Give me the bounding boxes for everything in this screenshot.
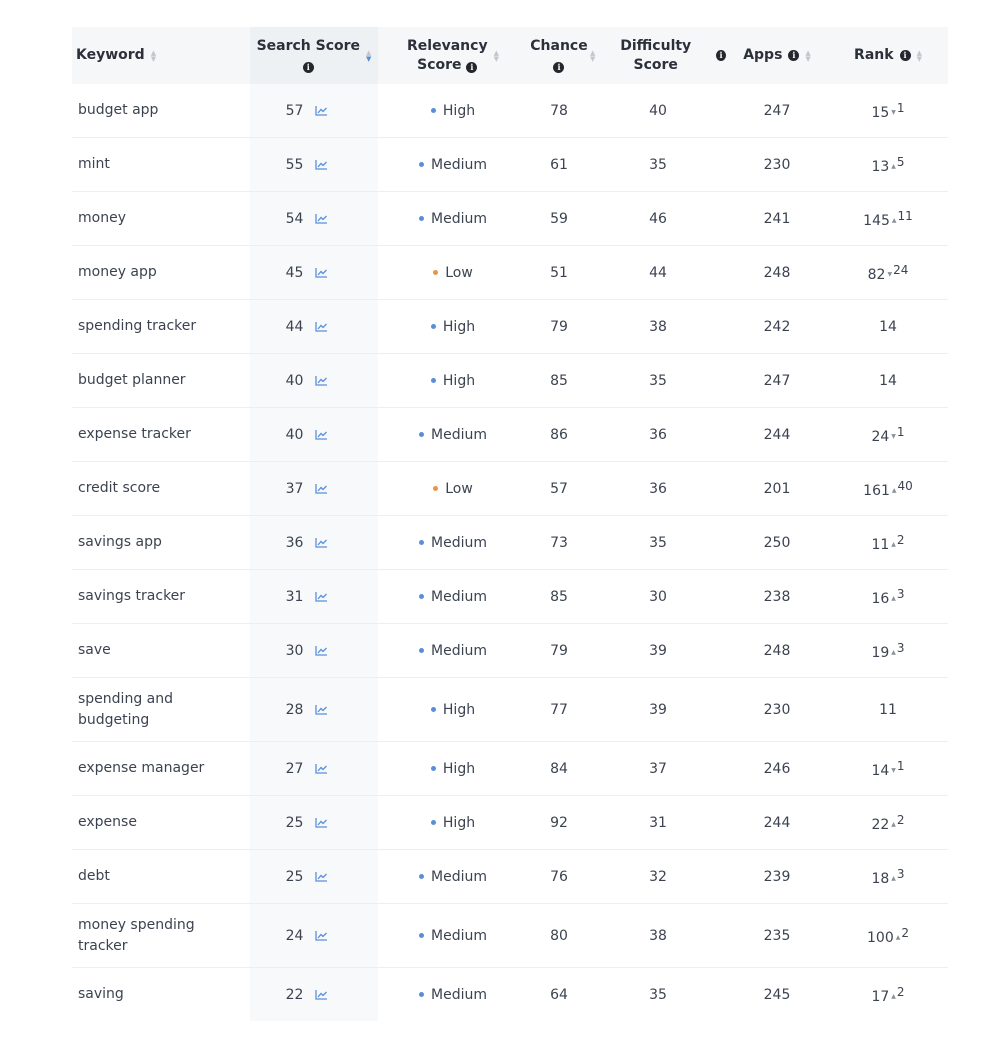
trend-chart-icon[interactable] (315, 483, 328, 494)
keyword-text: expense tracker (78, 426, 191, 442)
relevancy-dot-icon (433, 270, 438, 275)
rank-delta: 1 (896, 100, 905, 115)
rank-change-down-icon: ▼ (891, 766, 896, 774)
keyword-text: mint (78, 156, 110, 172)
apps-cell: 250 (726, 516, 828, 570)
table-row[interactable] (72, 570, 948, 624)
rank-value: 16 (871, 590, 890, 607)
rank-change-up-icon: ▲ (891, 594, 896, 602)
search-score-cell (250, 742, 378, 796)
relevancy-dot-icon (419, 540, 424, 545)
rank-cell (828, 850, 948, 904)
rank-delta: 24 (893, 262, 909, 277)
search-score-cell (250, 408, 378, 462)
rank-value: 11 (879, 701, 897, 718)
rank-cell (828, 796, 948, 850)
relevancy-cell (378, 84, 528, 138)
rank-cell (828, 300, 948, 354)
difficulty-cell: 35 (590, 516, 726, 570)
keyword-text: money app (78, 264, 157, 280)
apps-cell: 241 (726, 192, 828, 246)
relevancy-value: Medium (431, 588, 487, 605)
relevancy-dot-icon (431, 108, 436, 113)
trend-chart-icon[interactable] (315, 817, 328, 828)
difficulty-cell: 39 (590, 678, 726, 742)
relevancy-value: High (442, 701, 476, 718)
apps-cell: 248 (726, 246, 828, 300)
relevancy-value: High (442, 372, 476, 389)
column-header-keyword[interactable] (72, 27, 250, 84)
sort-icon[interactable]: ▲ ▼ (150, 48, 157, 63)
keyword-cell[interactable] (72, 354, 250, 408)
table-header-row (72, 27, 948, 84)
apps-cell: 230 (726, 138, 828, 192)
keyword-text: money spending tracker (78, 916, 195, 954)
keyword-cell[interactable] (72, 138, 250, 192)
rank-value: 11 (871, 536, 890, 553)
chance-cell: 57 (528, 462, 590, 516)
keyword-cell[interactable] (72, 570, 250, 624)
apps-cell: 201 (726, 462, 828, 516)
rank-cell (828, 968, 948, 1022)
relevancy-value: Medium (431, 986, 487, 1003)
keyword-cell[interactable] (72, 624, 250, 678)
rank-change-up-icon: ▲ (891, 820, 896, 828)
keyword-cell[interactable] (72, 516, 250, 570)
apps-cell: 238 (726, 570, 828, 624)
keyword-cell[interactable] (72, 678, 250, 742)
trend-chart-icon[interactable] (315, 213, 328, 224)
rank-delta: 5 (896, 154, 905, 169)
relevancy-cell (378, 408, 528, 462)
table-row[interactable] (72, 84, 948, 138)
rank-change-down-icon: ▼ (887, 270, 893, 278)
rank-value: 19 (871, 644, 890, 661)
info-icon[interactable]: i (716, 50, 726, 61)
column-header-search-score[interactable] (250, 27, 378, 84)
chance-cell: 59 (528, 192, 590, 246)
keyword-cell[interactable] (72, 742, 250, 796)
keyword-text: budget planner (78, 372, 186, 388)
chance-cell: 61 (528, 138, 590, 192)
difficulty-cell: 46 (590, 192, 726, 246)
trend-chart-icon[interactable] (315, 763, 328, 774)
chance-cell: 77 (528, 678, 590, 742)
sort-icon[interactable]: ▲ ▼ (366, 48, 372, 63)
trend-chart-icon[interactable] (315, 989, 328, 1000)
search-score-value: 40 (285, 426, 304, 443)
difficulty-cell: 38 (590, 904, 726, 968)
keyword-cell[interactable] (72, 408, 250, 462)
search-score-cell (250, 138, 378, 192)
rank-cell (828, 138, 948, 192)
apps-cell: 247 (763, 102, 791, 119)
keyword-text: spending and budgeting (78, 690, 173, 728)
relevancy-value: High (442, 318, 476, 335)
search-score-cell (250, 192, 378, 246)
rank-cell (828, 84, 948, 138)
search-score-value: 37 (285, 480, 304, 497)
difficulty-cell: 35 (590, 138, 726, 192)
table-row[interactable] (72, 678, 948, 742)
relevancy-value: Medium (431, 868, 487, 885)
rank-value: 145 (863, 212, 890, 229)
relevancy-value: Medium (431, 642, 487, 659)
table-row[interactable] (72, 408, 948, 462)
search-score-value: 55 (285, 156, 304, 173)
relevancy-value: Medium (431, 927, 487, 944)
relevancy-cell (378, 300, 528, 354)
keyword-text: savings tracker (78, 588, 186, 604)
search-score-value: 28 (285, 701, 304, 718)
table-body (72, 84, 948, 1021)
rank-cell (828, 354, 948, 408)
search-score-cell (250, 300, 378, 354)
info-icon[interactable]: i (788, 50, 799, 61)
rank-value: 82 (867, 266, 886, 283)
rank-cell (828, 516, 948, 570)
keyword-text: credit score (78, 480, 161, 496)
keyword-text: expense (78, 814, 137, 830)
column-header-relevancy-score[interactable] (378, 27, 528, 84)
rank-delta: 2 (896, 532, 905, 547)
relevancy-dot-icon (431, 820, 436, 825)
search-score-value: 36 (285, 534, 304, 551)
rank-delta: 1 (896, 758, 905, 773)
keyword-text: expense manager (78, 760, 205, 776)
relevancy-dot-icon (419, 162, 424, 167)
trend-chart-icon[interactable] (315, 429, 328, 440)
relevancy-dot-icon (419, 992, 424, 997)
relevancy-value: Medium (431, 156, 487, 173)
search-score-value: 44 (285, 318, 304, 335)
rank-delta: 3 (896, 640, 905, 655)
difficulty-cell: 39 (590, 624, 726, 678)
relevancy-value: High (442, 814, 476, 831)
difficulty-header-label: Difficulty Score (620, 37, 692, 73)
keyword-table-container (72, 27, 948, 1021)
rank-cell (828, 408, 948, 462)
sort-icon[interactable]: ▲ ▼ (493, 48, 499, 63)
relevancy-dot-icon (419, 874, 424, 879)
table-row[interactable] (72, 354, 948, 408)
rank-delta: 2 (896, 812, 905, 827)
relevancy-cell (378, 462, 528, 516)
trend-chart-icon[interactable] (315, 375, 328, 386)
rank-value: 22 (871, 816, 890, 833)
relevancy-dot-icon (431, 378, 436, 383)
difficulty-cell: 38 (590, 300, 726, 354)
rank-change-down-icon: ▼ (891, 108, 896, 116)
rank-delta: 2 (901, 925, 909, 940)
table-row[interactable] (72, 968, 948, 1022)
search-score-cell (250, 570, 378, 624)
rank-value: 15 (871, 104, 890, 121)
info-icon[interactable]: i (303, 62, 314, 73)
keyword-cell[interactable] (72, 192, 250, 246)
relevancy-cell (378, 354, 528, 408)
rank-value: 18 (871, 870, 890, 887)
difficulty-cell: 32 (590, 850, 726, 904)
relevancy-cell (378, 624, 528, 678)
chance-cell: 64 (528, 968, 590, 1022)
rank-change-down-icon: ▼ (891, 432, 896, 440)
table-row[interactable] (72, 246, 948, 300)
difficulty-cell: 36 (590, 408, 726, 462)
keyword-cell[interactable] (72, 462, 250, 516)
table-row[interactable] (72, 462, 948, 516)
search-score-cell (250, 516, 378, 570)
relevancy-cell (378, 796, 528, 850)
search-score-value: 45 (285, 264, 304, 281)
chance-cell: 51 (528, 246, 590, 300)
keyword-header-label: Keyword (76, 47, 145, 63)
keyword-table (72, 27, 948, 1021)
trend-chart-icon[interactable] (315, 267, 328, 278)
search-score-value: 31 (285, 588, 304, 605)
rank-delta: 40 (897, 478, 913, 493)
relevancy-dot-icon (431, 707, 436, 712)
keyword-text: save (78, 642, 111, 658)
keyword-cell[interactable] (72, 904, 250, 968)
chance-cell: 84 (528, 742, 590, 796)
rank-change-up-icon: ▲ (895, 933, 901, 941)
relevancy-dot-icon (419, 216, 424, 221)
rank-cell (828, 462, 948, 516)
search-score-cell (250, 354, 378, 408)
table-row[interactable] (72, 850, 948, 904)
search-score-value: 22 (285, 986, 304, 1003)
search-score-cell (250, 624, 378, 678)
rank-delta: 3 (896, 586, 905, 601)
rank-value: 24 (871, 428, 890, 445)
search-score-value: 25 (285, 814, 304, 831)
relevancy-cell (378, 138, 528, 192)
sort-icon[interactable]: ▲ ▼ (590, 48, 596, 63)
sort-icon[interactable]: ▲ ▼ (916, 48, 922, 63)
keyword-cell[interactable] (72, 300, 250, 354)
apps-cell: 242 (726, 300, 828, 354)
table-row[interactable] (72, 516, 948, 570)
rank-value: 17 (871, 988, 890, 1005)
rank-value: 14 (879, 318, 897, 335)
relevancy-value: Medium (431, 534, 487, 551)
info-icon[interactable]: i (900, 50, 911, 61)
apps-cell: 230 (726, 678, 828, 742)
search-score-value: 25 (285, 868, 304, 885)
search-score-cell (250, 84, 378, 138)
chance-cell: 79 (528, 300, 590, 354)
relevancy-value: Medium (431, 210, 487, 227)
apps-cell: 248 (726, 624, 828, 678)
rank-value: 14 (879, 372, 897, 389)
search-score-value: 40 (285, 372, 304, 389)
trend-chart-icon[interactable] (315, 704, 328, 715)
trend-chart-icon[interactable] (315, 871, 328, 882)
table-row[interactable] (72, 624, 948, 678)
difficulty-cell: 35 (590, 968, 726, 1022)
search-score-value: 27 (285, 760, 304, 777)
rank-delta: 11 (897, 208, 913, 223)
chance-cell: 86 (528, 408, 590, 462)
search-score-cell (250, 796, 378, 850)
rank-cell (828, 678, 948, 742)
relevancy-value: Low (445, 480, 473, 497)
relevancy-cell (378, 246, 528, 300)
chance-cell: 79 (528, 624, 590, 678)
info-icon[interactable]: i (553, 62, 564, 73)
relevancy-cell (378, 968, 528, 1022)
relevancy-cell (378, 678, 528, 742)
relevancy-dot-icon (419, 933, 424, 938)
apps-header-label: Apps (743, 47, 783, 63)
rank-delta: 1 (896, 424, 905, 439)
rank-change-up-icon: ▲ (891, 540, 896, 548)
chance-cell: 78 (550, 102, 568, 119)
trend-chart-icon[interactable] (315, 321, 328, 332)
search-score-value: 54 (285, 210, 304, 227)
difficulty-cell: 30 (590, 570, 726, 624)
relevancy-cell (378, 570, 528, 624)
rank-delta: 3 (896, 866, 905, 881)
search-score-header-label: Search Score (256, 37, 361, 54)
apps-cell: 244 (726, 408, 828, 462)
search-score-cell (250, 246, 378, 300)
difficulty-cell: 40 (649, 102, 667, 119)
chance-cell: 76 (528, 850, 590, 904)
keyword-text: savings app (78, 534, 162, 550)
rank-value: 14 (871, 762, 890, 779)
column-header-difficulty-score[interactable] (590, 27, 726, 84)
apps-cell: 239 (726, 850, 828, 904)
chance-cell: 85 (528, 570, 590, 624)
table-row[interactable] (72, 300, 948, 354)
difficulty-cell: 44 (590, 246, 726, 300)
search-score-cell (250, 678, 378, 742)
chance-header-label: Chance (530, 37, 588, 54)
column-header-apps[interactable] (726, 27, 828, 84)
trend-chart-icon[interactable] (315, 537, 328, 548)
keyword-cell[interactable] (72, 850, 250, 904)
relevancy-value: High (442, 102, 476, 119)
table-row[interactable] (72, 904, 948, 968)
trend-chart-icon[interactable] (315, 591, 328, 602)
chance-cell: 73 (528, 516, 590, 570)
rank-cell (828, 904, 948, 968)
relevancy-dot-icon (431, 766, 436, 771)
relevancy-cell (378, 850, 528, 904)
rank-value: 13 (871, 158, 890, 175)
difficulty-cell: 31 (590, 796, 726, 850)
rank-cell (828, 742, 948, 796)
apps-cell: 235 (726, 904, 828, 968)
rank-change-up-icon: ▲ (891, 648, 896, 656)
table-row[interactable] (72, 192, 948, 246)
column-header-rank[interactable] (828, 27, 948, 84)
trend-chart-icon[interactable] (315, 105, 328, 116)
search-score-value: 24 (285, 927, 304, 944)
search-score-value: 57 (285, 102, 304, 119)
apps-cell: 245 (726, 968, 828, 1022)
rank-cell (828, 570, 948, 624)
relevancy-value: Low (445, 264, 473, 281)
keyword-text: budget app (78, 102, 159, 118)
relevancy-value: Medium (431, 426, 487, 443)
table-row[interactable] (72, 742, 948, 796)
rank-cell (828, 192, 948, 246)
keyword-text: saving (78, 986, 124, 1002)
apps-cell: 246 (726, 742, 828, 796)
search-score-value: 30 (285, 642, 304, 659)
relevancy-dot-icon (433, 486, 438, 491)
apps-cell: 244 (726, 796, 828, 850)
table-row[interactable] (72, 138, 948, 192)
relevancy-dot-icon (419, 594, 424, 599)
rank-change-up-icon: ▲ (891, 992, 896, 1000)
keyword-cell[interactable] (72, 246, 250, 300)
chance-cell: 92 (528, 796, 590, 850)
table-row[interactable] (72, 796, 948, 850)
trend-chart-icon[interactable] (315, 645, 328, 656)
relevancy-dot-icon (419, 432, 424, 437)
chance-cell: 85 (528, 354, 590, 408)
rank-change-up-icon: ▲ (891, 162, 896, 170)
rank-change-up-icon: ▲ (891, 486, 897, 494)
rank-value: 161 (863, 482, 890, 499)
search-score-cell (250, 850, 378, 904)
keyword-text: spending tracker (78, 318, 197, 334)
relevancy-header-label-line1: Relevancy (407, 37, 488, 54)
rank-header-label: Rank (854, 47, 894, 63)
search-score-cell (250, 462, 378, 516)
relevancy-value: High (442, 760, 476, 777)
rank-cell (828, 246, 948, 300)
difficulty-cell: 36 (590, 462, 726, 516)
relevancy-cell (378, 516, 528, 570)
relevancy-header-label-line2: Score (417, 56, 462, 73)
relevancy-cell (378, 742, 528, 796)
keyword-cell[interactable] (72, 84, 250, 138)
relevancy-dot-icon (431, 324, 436, 329)
rank-value: 100 (867, 929, 894, 946)
keyword-text: money (78, 210, 126, 226)
trend-chart-icon[interactable] (315, 930, 328, 941)
relevancy-cell (378, 192, 528, 246)
search-score-cell (250, 968, 378, 1022)
difficulty-cell: 37 (590, 742, 726, 796)
rank-change-up-icon: ▲ (891, 216, 897, 224)
sort-icon[interactable]: ▲ ▼ (805, 48, 811, 63)
info-icon[interactable]: i (466, 62, 477, 73)
column-header-chance[interactable] (528, 27, 590, 84)
rank-change-up-icon: ▲ (891, 874, 896, 882)
keyword-cell[interactable] (72, 968, 250, 1022)
keyword-text: debt (78, 868, 110, 884)
search-score-cell (250, 904, 378, 968)
trend-chart-icon[interactable] (315, 159, 328, 170)
difficulty-cell: 35 (590, 354, 726, 408)
relevancy-dot-icon (419, 648, 424, 653)
chance-cell: 80 (528, 904, 590, 968)
apps-cell: 247 (726, 354, 828, 408)
rank-cell (828, 624, 948, 678)
relevancy-cell (378, 904, 528, 968)
rank-delta: 2 (896, 984, 905, 999)
keyword-cell[interactable] (72, 796, 250, 850)
